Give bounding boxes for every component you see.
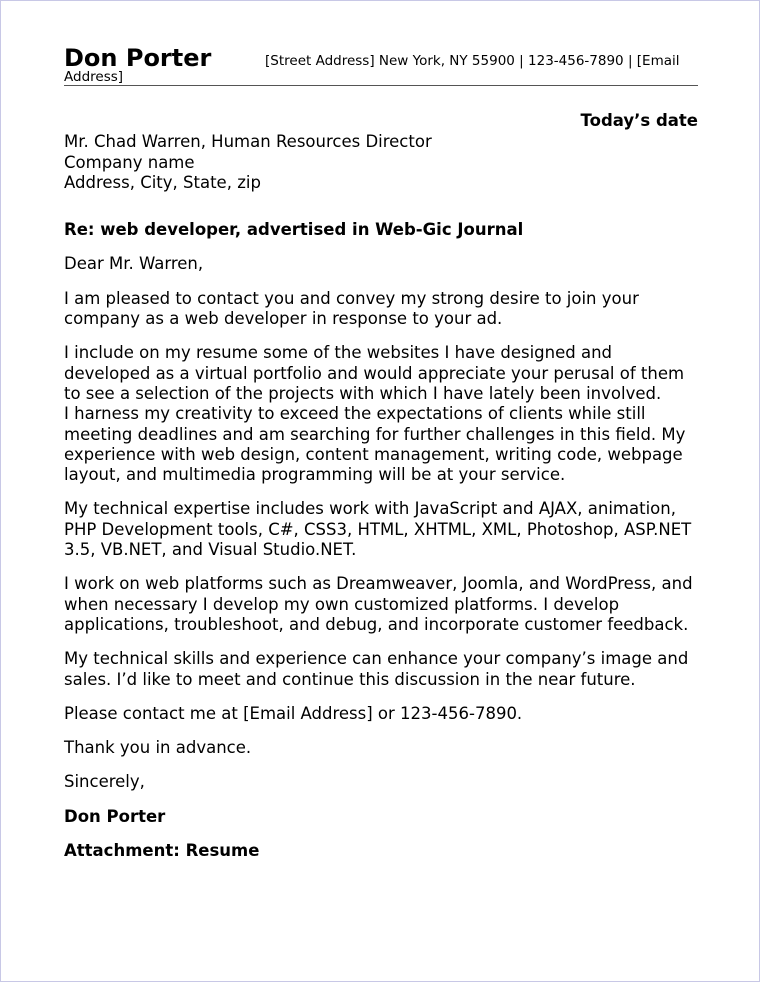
closing: Sincerely,	[64, 772, 145, 792]
body-paragraph: Thank you in advance.	[64, 738, 252, 758]
recipient-name: Mr. Chad Warren, Human Resources Director	[64, 132, 432, 152]
recipient-company: Company name	[64, 152, 195, 172]
body-paragraph: I am pleased to contact you and convey my strong desire to join your company as a web developer in response to your ad.	[64, 288, 639, 329]
body-paragraph: Please contact me at [Email Address] or 123-456-7890.	[64, 703, 523, 723]
letter-date: Today’s date	[580, 111, 698, 130]
body-paragraph: I include on my resume some of the websites I have designed and developed as a virtual portfolio and would appreciate your perusal of them to see a selection of the projects with which I have lately been involved.	[64, 343, 685, 403]
sender-name: Don Porter	[64, 44, 212, 72]
sender-contact: [Street Address] New York, NY 55900 | 123-456-7890 | [Email Address]	[64, 53, 680, 85]
letter-body	[64, 44, 698, 861]
body-paragraph: My technical expertise includes work with JavaScript and AJAX, animation, PHP Development tools, C#, CSS3, HTML, XHTML, XML, Photoshop, ASP.NET 3.5, VB.NET, and Visual Studio.NET.	[64, 499, 692, 560]
body-paragraph: My technical skills and experience can enhance your company’s image and sales. I’d like to meet and continue this discussion in the near future.	[64, 649, 689, 689]
signature-name: Don Porter	[64, 806, 166, 826]
attachment-note: Attachment: Resume	[64, 841, 260, 861]
body-paragraph: I work on web platforms such as Dreamweaver, Joomla, and WordPress, and when necessary I develop my own customized platforms. I develop applications, troubleshoot, and debug, and incorporate customer feedback.	[64, 574, 693, 634]
recipient-block	[64, 132, 698, 193]
letterhead	[64, 44, 698, 86]
body-paragraph: I harness my creativity to exceed the expectations of clients while still meeting deadlines and am searching for further challenges in this field. My experience with web design, content management, writing code, webpage layout, and multimedia programming will be at your service.	[64, 404, 686, 485]
subject-line: Re: web developer, advertised in Web-Gic Journal	[64, 220, 524, 240]
recipient-address: Address, City, State, zip	[64, 172, 261, 192]
salutation: Dear Mr. Warren,	[64, 254, 204, 274]
